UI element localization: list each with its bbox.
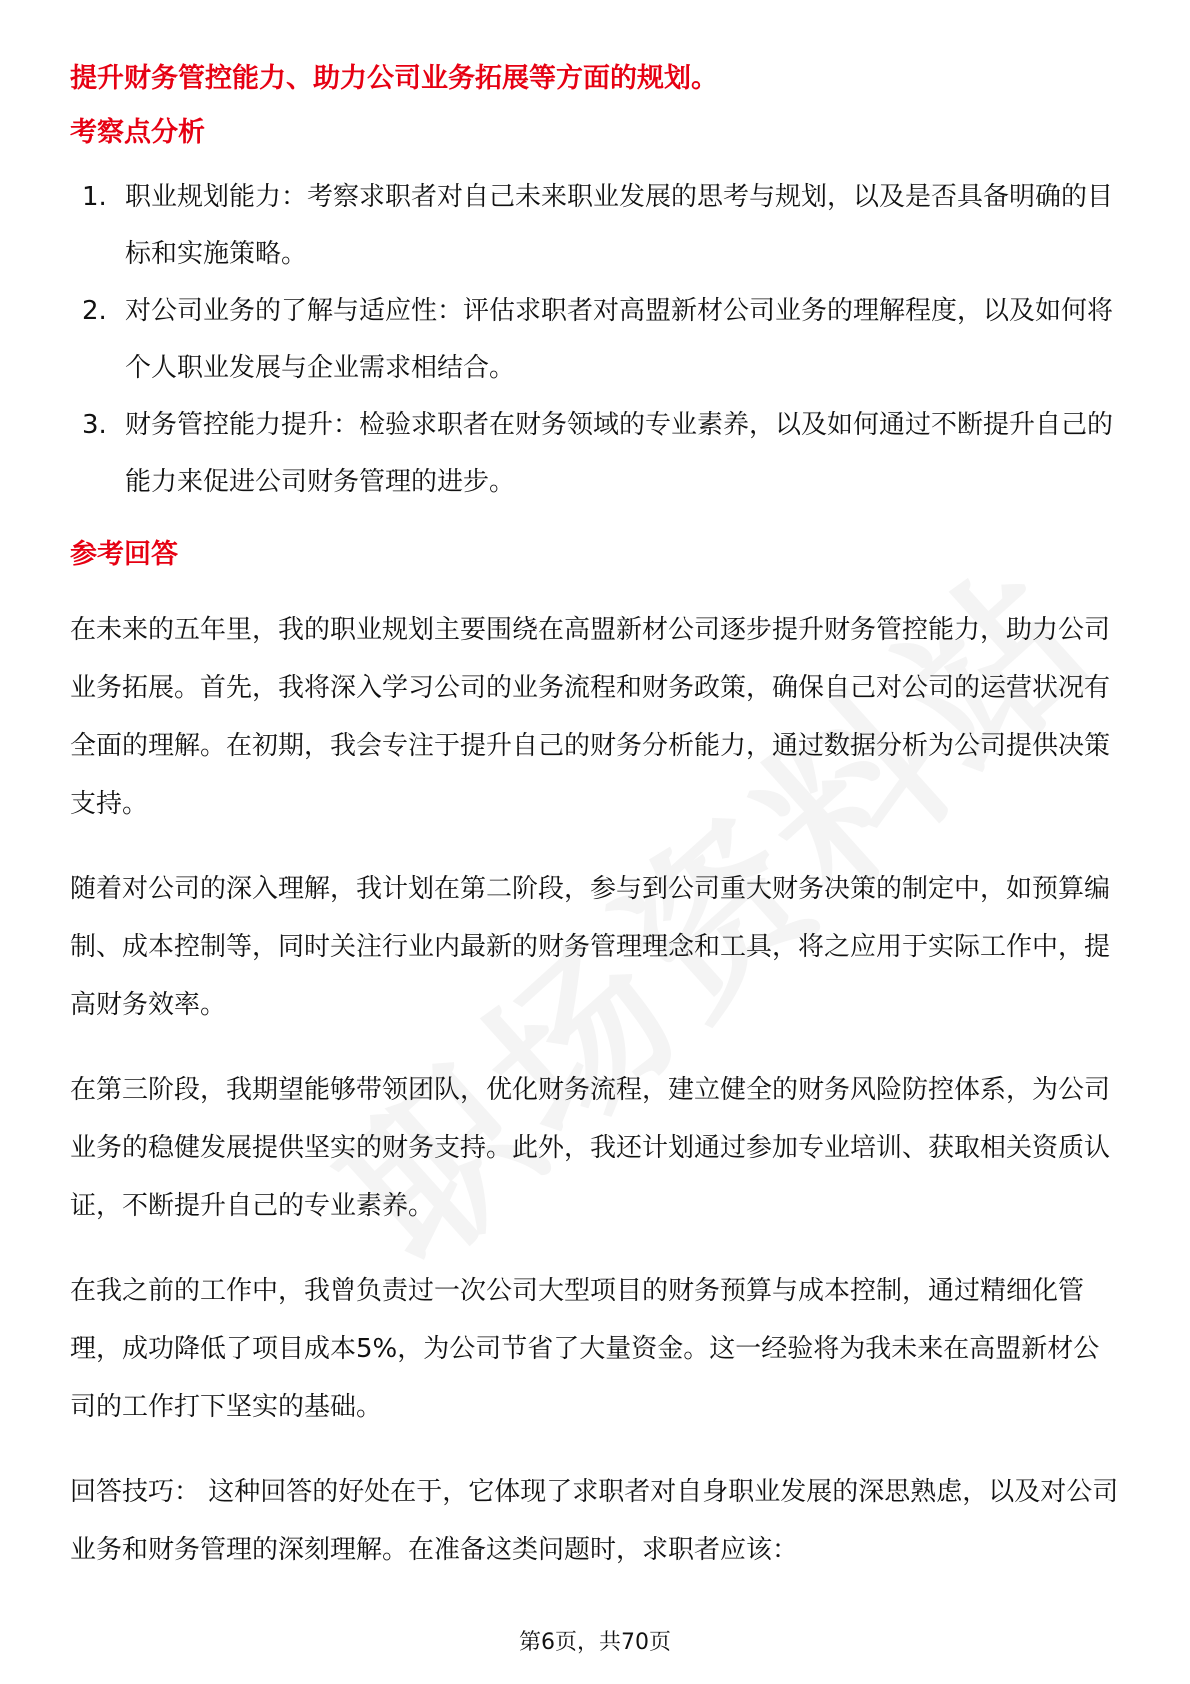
answer-paragraph: 在未来的五年里，我的职业规划主要围绕在高盟新材公司逐步提升财务管控能力，助力公司业务拓展。首先，我将深入学习公司的业务流程和财务政策，确保自己对公司的运营状况有全面的理解。在初期，我会专注于提升自己的财务分析能力，通过数据分析为公司提供决策支持。 — [70, 615, 1111, 819]
list-text: 对公司业务的了解与适应性：评估求职者对高盟新材公司业务的理解程度，以及如何将个人职业发展与企业需求相结合。 — [125, 296, 1114, 383]
answer-paragraph: 在第三阶段，我期望能够带领团队，优化财务流程，建立健全的财务风险防控体系，为公司业务的稳健发展提供坚实的财务支持。此外，我还计划通过参加专业培训、获取相关资质认证，不断提升自己的专业素养。 — [70, 1075, 1111, 1221]
list-item — [70, 397, 1120, 511]
answer-tip-paragraph: 回答技巧： 这种回答的好处在于，它体现了求职者对自身职业发展的深思熟虑，以及对公司业务和财务管理的深刻理解。在准备这类问题时，求职者应该： — [70, 1477, 1119, 1565]
list-item — [70, 283, 1120, 397]
list-text: 职业规划能力：考察求职者对自己未来职业发展的思考与规划，以及是否具备明确的目标和实施策略。 — [125, 182, 1114, 269]
analysis-heading: 考察点分析 — [70, 117, 205, 148]
list-number: 2. — [82, 296, 107, 326]
list-number: 1. — [82, 182, 107, 212]
analysis-list — [70, 169, 1120, 511]
answer-paragraph: 在我之前的工作中，我曾负责过一次公司大型项目的财务预算与成本控制，通过精细化管理，成功降低了项目成本5%，为公司节省了大量资金。这一经验将为我未来在高盟新材公司的工作打下坚实的基础。 — [70, 1276, 1100, 1422]
reference-heading: 参考回答 — [70, 539, 178, 570]
list-item — [70, 169, 1120, 283]
page-footer: 第6页，共70页 — [519, 1630, 671, 1655]
continued-title: 提升财务管控能力、助力公司业务拓展等方面的规划。 — [70, 63, 718, 94]
list-text: 财务管控能力提升：检验求职者在财务领域的专业素养，以及如何通过不断提升自己的能力来促进公司财务管理的进步。 — [125, 410, 1114, 497]
list-number: 3. — [82, 410, 107, 440]
answer-paragraph: 随着对公司的深入理解，我计划在第二阶段，参与到公司重大财务决策的制定中，如预算编制、成本控制等，同时关注行业内最新的财务管理理念和工具，将之应用于实际工作中，提高财务效率。 — [70, 874, 1111, 1020]
page-content — [70, 55, 1120, 1606]
